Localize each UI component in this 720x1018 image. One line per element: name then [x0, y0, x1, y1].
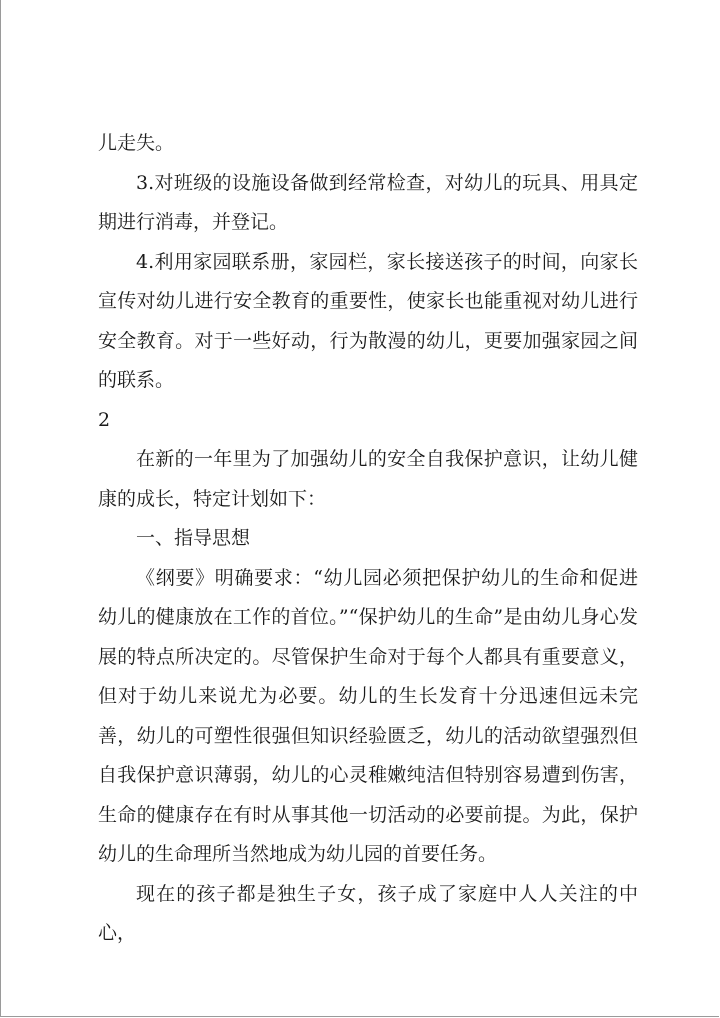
- paragraph-current: 现在的孩子都是独生子女，孩子成了家庭中人人关注的中心，: [98, 882, 638, 944]
- paragraph-continuation: 儿走失。: [98, 132, 175, 154]
- paragraph-item-3: 3.对班级的设施设备做到经常检查，对幼儿的玩具、用具定期进行消毒，并登记。: [98, 171, 638, 233]
- section-heading: 一、指导思想: [136, 527, 251, 549]
- document-body: [98, 124, 638, 954]
- paragraph-guideline: 《纲要》明确要求：“幼儿园必须把保护幼儿的生命和促进幼儿的健康放在工作的首位。”“保护幼儿的生命”是由幼儿身心发展的特点所决定的。尽管保护生命对于每个人都具有重要意义，但对于幼儿来说尤为必要。幼儿的生长发育十分迅速但远未完善，幼儿的可塑性很强但知识经验匮乏，幼儿的活动欲望强烈但自我保护意识薄弱，幼儿的心灵稚嫩纯洁但特别容易遭到伤害，生命的健康存在有时从事其他一切活动的必要前提。为此，保护幼儿的生命理所当然地成为幼儿园的首要任务。: [98, 566, 638, 865]
- paragraph-intro: 在新的一年里为了加强幼儿的安全自我保护意识，让幼儿健康的成长，特定计划如下：: [98, 448, 638, 510]
- paragraph-item-4: 4.利用家园联系册，家园栏，家长接送孩子的时间，向家长宣传对幼儿进行安全教育的重要性，使家长也能重视对幼儿进行安全教育。对于一些好动，行为散漫的幼儿，更要加强家园之间的联系。: [98, 250, 638, 391]
- section-number: 2: [98, 408, 111, 431]
